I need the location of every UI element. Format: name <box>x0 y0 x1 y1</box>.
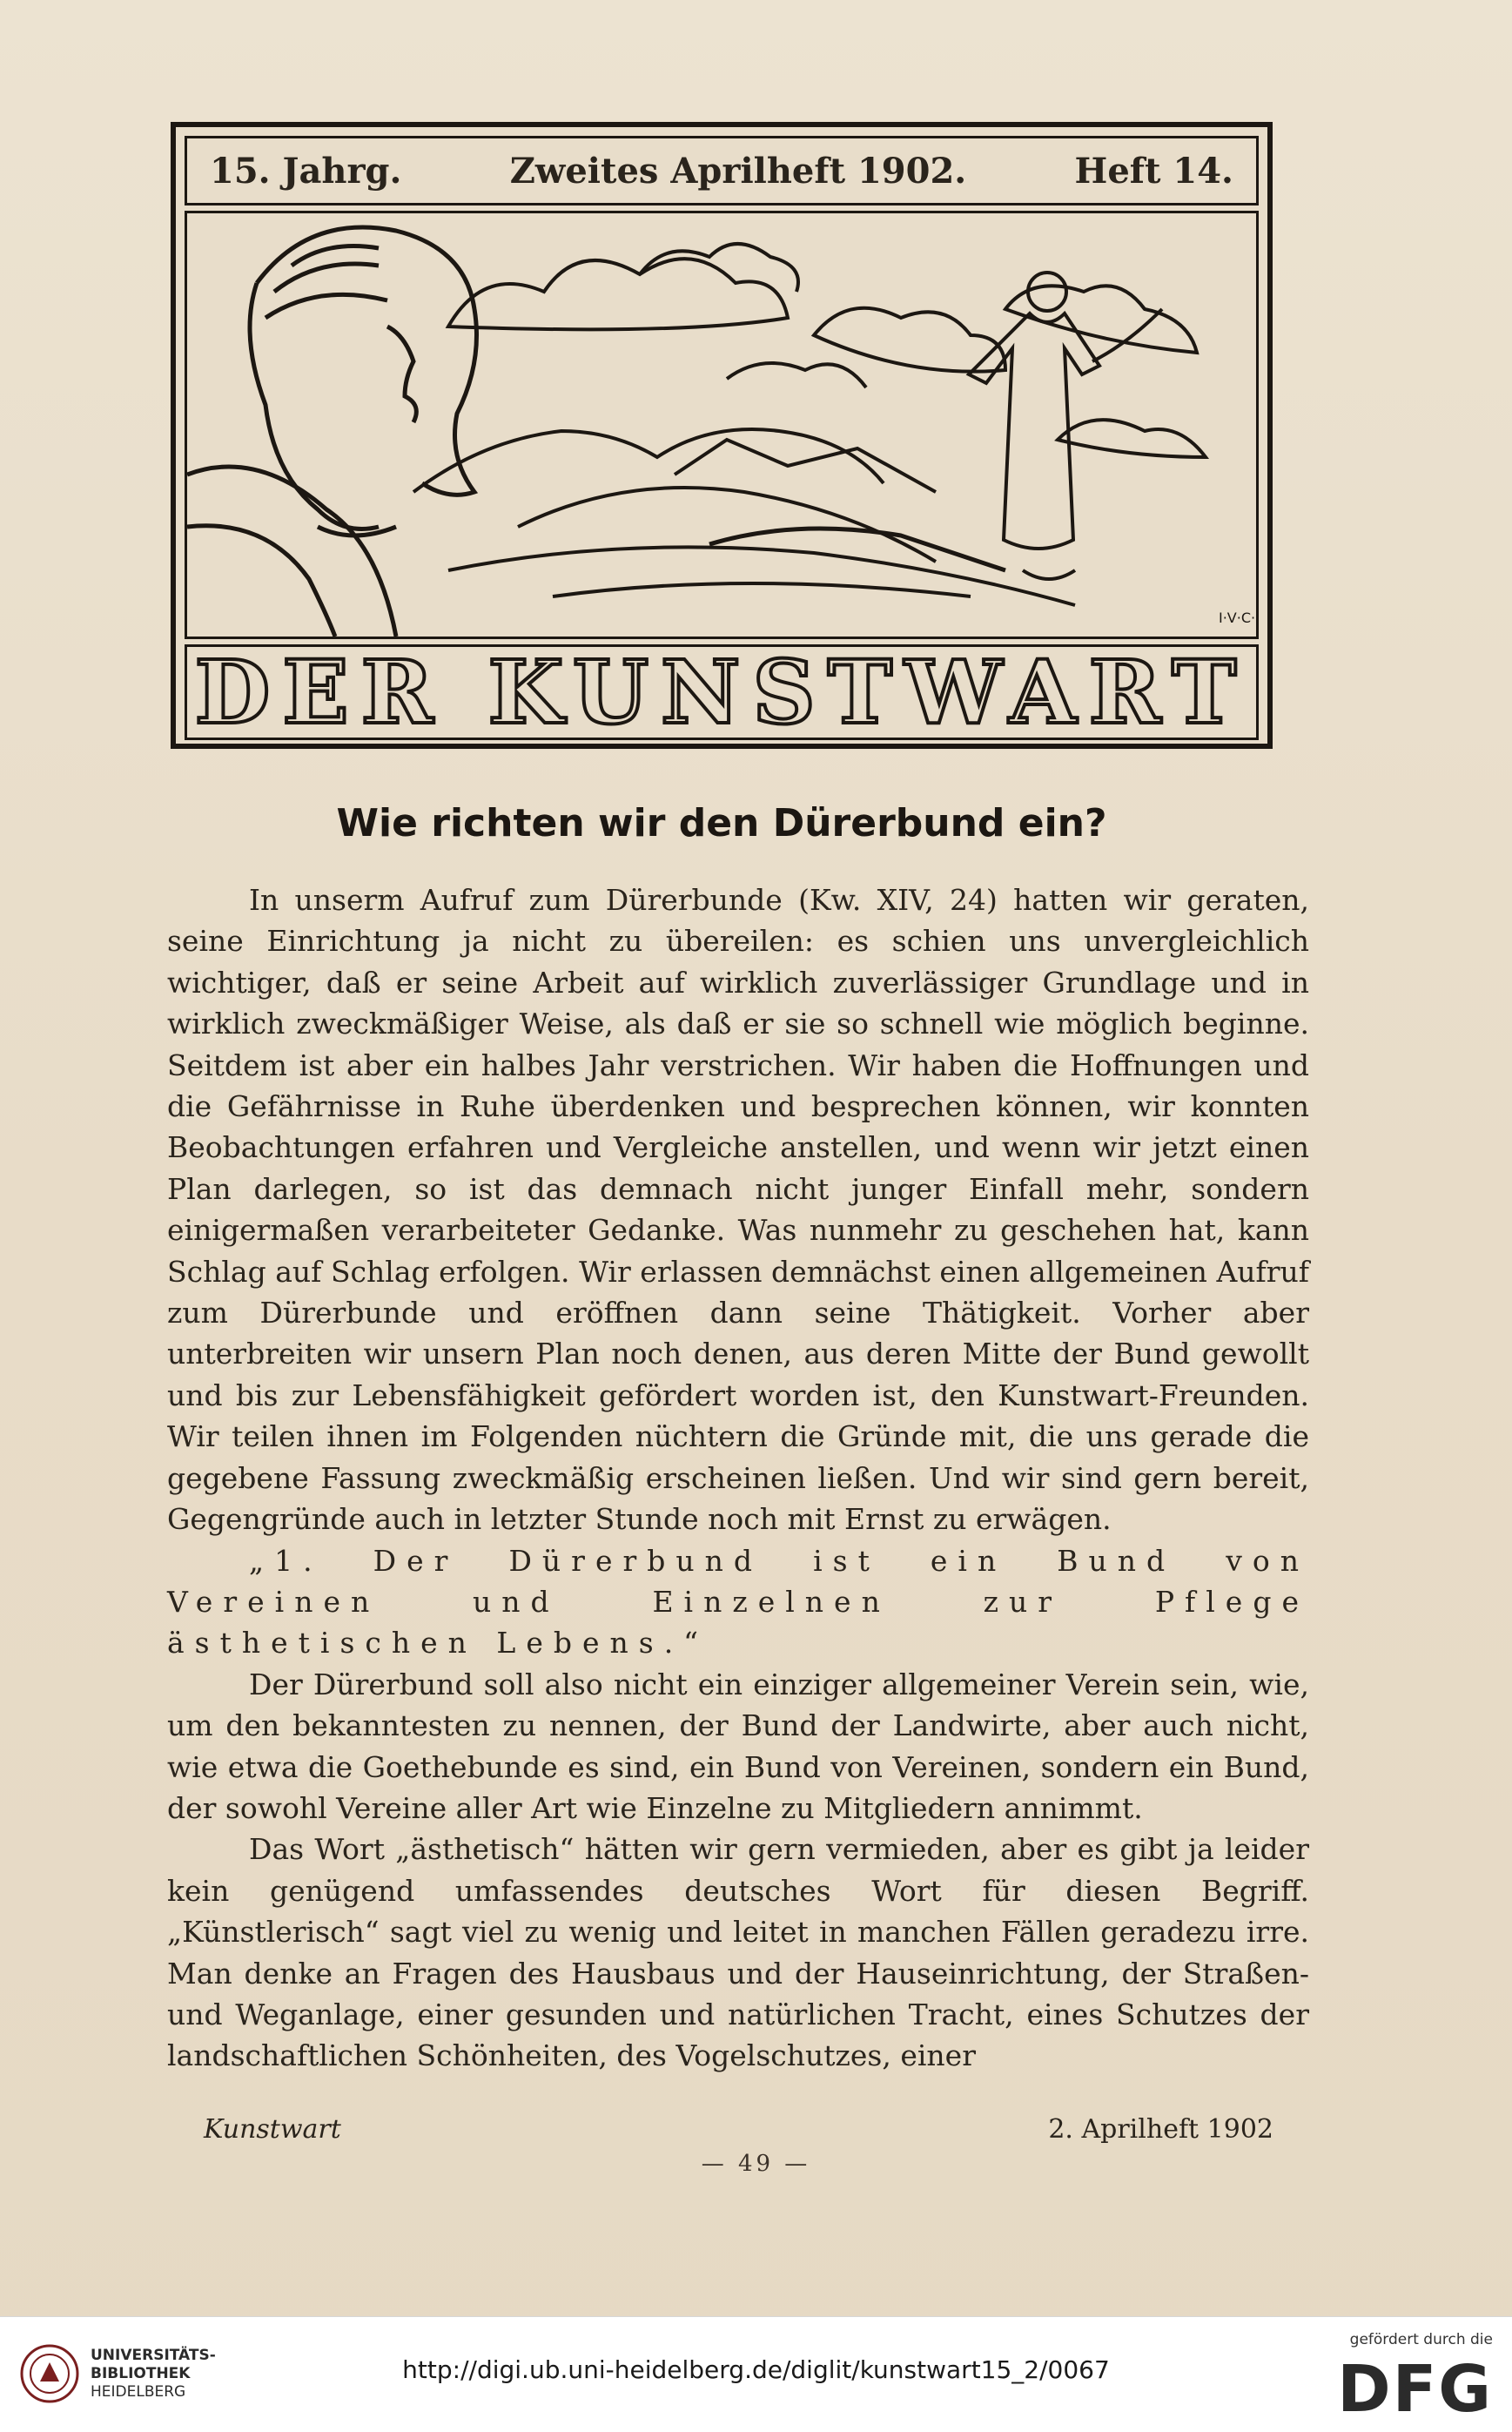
artist-mark: I·V·C· <box>1219 610 1256 626</box>
paragraph: Das Wort „ästhetisch“ hätten wir gern vermieden, aber es gibt ja leider kein genügend umfassendes deutsches Wort für diesen Begriff. „Künstlerisch“ sagt viel zu wenig und leitet in manchen Fällen geradezu irre. Man denke an Fragen des Hausbaus und der Hauseinrichtung, der Straßen- und Weganlage, einer gesunden und natürlichen Tracht, eines Schutzes der landschaftlichen Schönheiten, des Vogelschutzes, einer <box>167 1832 1309 2073</box>
paragraph: In unserm Aufruf zum Dürerbunde (Kw. XIV, 24) hatten wir geraten, seine Einrichtung ja nicht zu übereilen: es schien uns unvergleichlich wichtiger, daß er seine Arbeit auf wirklich zuverlässiger Grundlage und in wirklich zweckmäßiger Weise, als daß er sie so schnell wie möglich beginne. Seitdem ist aber ein halbes Jahr verstrichen. Wir haben die Hoffnungen und die Gefährnisse in Ruhe überdenken und besprechen können, wir konnten Beobachtungen erfahren und Vergleiche anstellen, und wenn wir jetzt einen Plan darlegen, so ist das demnach nicht junger Einfall mehr, sondern einigermaßen verarbeiteter Gedanke. Was nunmehr zu geschehen hat, kann Schlag auf Schlag erfolgen. Wir erlassen demnächst einen allgemeinen Aufruf zum Dürerbunde und eröffnen dann seine Thätigkeit. Vorher aber unterbreiten wir unsern Plan noch denen, aus deren Mitte der Bund gewollt und bis zur Lebensfähigkeit gefördert worden ist, den Kunstwart-Freunden. Wir teilen ihnen im Folgenden nüchtern die Gründe mit, die uns gerade die gegebene Fassung zweckmäßig erscheinen ließen. Und wir sind gern bereit, Gegengründe auch in letzter Stunde noch mit Ernst zu erwägen. <box>167 883 1309 1537</box>
document-url[interactable]: http://digi.ub.uni-heidelberg.de/diglit/kunstwart15_2/0067 <box>402 2355 1110 2384</box>
illustration-drawing <box>187 213 1259 637</box>
masthead-illustration <box>185 211 1259 639</box>
footer-journal: Kunstwart <box>204 2114 341 2145</box>
page-number: — 49 — <box>701 2151 811 2177</box>
article-body <box>167 879 1309 2077</box>
volume-label: 15. Jahrg. <box>210 150 402 192</box>
masthead <box>171 122 1273 749</box>
journal-title: DER KUNSTWART <box>185 644 1259 740</box>
dfg-logo: DFG <box>1337 2352 1493 2427</box>
masthead-issue-bar <box>185 136 1259 205</box>
paragraph-statute: „1. Der Dürerbund ist ein Bund von Vereinen und Einzelnen zur Pflege ästhetischen Lebens.“ <box>167 1543 1309 1661</box>
issue-number: Heft 14. <box>1074 150 1233 192</box>
library-footer-strip <box>0 2316 1512 2432</box>
institution-line: BIBLIOTHEK <box>91 2365 191 2382</box>
issue-title: Zweites Aprilheft 1902. <box>509 150 967 192</box>
institution-line: UNIVERSITÄTS- <box>91 2347 216 2364</box>
institution-line: HEIDELBERG <box>91 2383 186 2401</box>
paragraph: Der Dürerbund soll also nicht ein einziger allgemeiner Verein sein, wie, um den bekanntesten zu nennen, der Bund der Landwirte, aber auch nicht, wie etwa die Goethebunde es sind, ein Bund von Vereinen, sondern ein Bund, der sowohl Vereine aller Art wie Einzelne zu Mitgliedern annimmt. <box>167 1667 1309 1825</box>
funded-by-label: gefördert durch die <box>1349 2331 1493 2348</box>
article-headline: Wie richten wir den Dürerbund ein? <box>336 801 1107 845</box>
footer-issue: 2. Aprilheft 1902 <box>1048 2114 1273 2145</box>
